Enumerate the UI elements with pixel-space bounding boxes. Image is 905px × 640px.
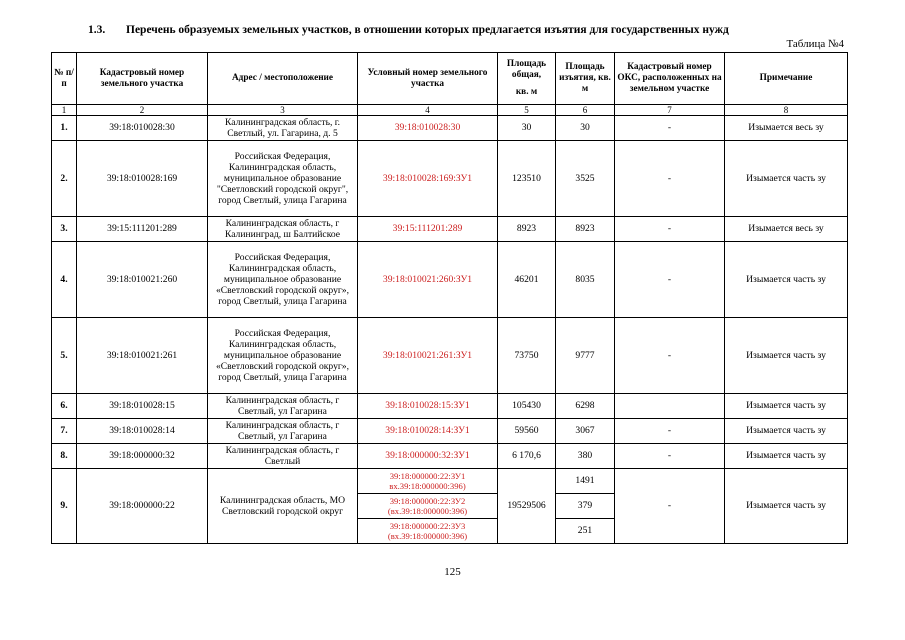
oks-number: -: [615, 444, 725, 469]
oks-number: -: [615, 217, 725, 242]
cadastral-number: 39:18:000000:22: [77, 469, 208, 544]
conditional-number: 39:18:010028:169:ЗУ1: [358, 141, 498, 217]
page-number: 125: [444, 566, 461, 578]
address: Калининградская область, МО Светловский городской округ: [208, 469, 358, 544]
column-number: 6: [556, 105, 615, 116]
conditional-number: 39:18:000000:22:ЗУ2 (вх.39:18:000000:396): [358, 494, 498, 519]
note: Изымается часть зу: [725, 419, 848, 444]
cadastral-number: 39:18:000000:32: [77, 444, 208, 469]
land-plots-table: [51, 52, 848, 544]
row-number: 8.: [52, 444, 77, 469]
header-area-total: [498, 53, 556, 105]
cadastral-number: 39:18:010028:15: [77, 394, 208, 419]
column-number: 3: [208, 105, 358, 116]
address: Российская Федерация, Калининградская область, муниципальное образование «Светловский городской округ», город Светлый, улица Гагарина: [208, 318, 358, 394]
area-seized: 251: [556, 519, 615, 544]
area-seized: 1491: [556, 469, 615, 494]
cadastral-number: 39:18:010028:169: [77, 141, 208, 217]
area-total: 73750: [498, 318, 556, 394]
header-oks: Кадастровый номер ОКС, расположенных на земельном участке: [615, 53, 725, 105]
table-row: [52, 469, 848, 494]
column-number: 4: [358, 105, 498, 116]
area-total: 8923: [498, 217, 556, 242]
conditional-number: 39:18:000000:22:ЗУ3 (вх.39:18:000000:396): [358, 519, 498, 544]
note: Изымается часть зу: [725, 469, 848, 544]
table-row: [52, 116, 848, 141]
header-num: № п/ п: [52, 53, 77, 105]
table-row: [52, 141, 848, 217]
section-title: Перечень образуемых земельных участков, в отношении которых предлагается изъятия для государственных нужд: [126, 24, 729, 36]
address: Калининградская область, г. Светлый, ул. Гагарина, д. 5: [208, 116, 358, 141]
row-number: 3.: [52, 217, 77, 242]
header-conditional: Условный номер земельного участка: [358, 53, 498, 105]
note: Изымается часть зу: [725, 394, 848, 419]
area-seized: 3067: [556, 419, 615, 444]
cadastral-number: 39:18:010028:14: [77, 419, 208, 444]
column-number: 8: [725, 105, 848, 116]
row-number: 9.: [52, 469, 77, 544]
address: Калининградская область, г Светлый, ул Гагарина: [208, 394, 358, 419]
conditional-number: 39:18:000000:32:ЗУ1: [358, 444, 498, 469]
note: Изымается весь зу: [725, 217, 848, 242]
note: Изымается часть зу: [725, 318, 848, 394]
row-number: 2.: [52, 141, 77, 217]
conditional-number: 39:18:010028:30: [358, 116, 498, 141]
conditional-number: 39:18:010021:261:ЗУ1: [358, 318, 498, 394]
row-number: 1.: [52, 116, 77, 141]
area-seized: 9777: [556, 318, 615, 394]
area-total: 46201: [498, 242, 556, 318]
table-row: [52, 444, 848, 469]
oks-number: -: [615, 419, 725, 444]
area-seized: 30: [556, 116, 615, 141]
oks-number: [615, 394, 725, 419]
area-seized: 379: [556, 494, 615, 519]
address: Российская Федерация, Калининградская область, муниципальное образование «Светловский городской округ», город Светлый, улица Гагарина: [208, 242, 358, 318]
address: Калининградская область, г Светлый: [208, 444, 358, 469]
row-number: 4.: [52, 242, 77, 318]
table-row: [52, 394, 848, 419]
column-number: 5: [498, 105, 556, 116]
column-number: 7: [615, 105, 725, 116]
area-total: 123510: [498, 141, 556, 217]
section-number: 1.3.: [88, 24, 106, 36]
row-number: 6.: [52, 394, 77, 419]
area-total: 59560: [498, 419, 556, 444]
header-address: Адрес / местоположение: [208, 53, 358, 105]
header-row: [52, 53, 848, 105]
note: Изымается весь зу: [725, 116, 848, 141]
section-heading: [88, 24, 729, 36]
address: Калининградская область, г Светлый, ул Гагарина: [208, 419, 358, 444]
header-cadastral: Кадастровый номер земельного участка: [77, 53, 208, 105]
cadastral-number: 39:15:111201:289: [77, 217, 208, 242]
header-note: Примечание: [725, 53, 848, 105]
conditional-number: 39:15:111201:289: [358, 217, 498, 242]
column-number: 2: [77, 105, 208, 116]
table-row: [52, 242, 848, 318]
area-seized: 8035: [556, 242, 615, 318]
area-total: 6 170,6: [498, 444, 556, 469]
conditional-number: 39:18:010021:260:ЗУ1: [358, 242, 498, 318]
row-number: 5.: [52, 318, 77, 394]
area-seized: 380: [556, 444, 615, 469]
oks-number: -: [615, 242, 725, 318]
note: Изымается часть зу: [725, 444, 848, 469]
oks-number: -: [615, 469, 725, 544]
oks-number: -: [615, 141, 725, 217]
area-seized: 3525: [556, 141, 615, 217]
oks-number: -: [615, 116, 725, 141]
header-area-total-label: Площадь общая,: [506, 59, 547, 81]
column-number: 1: [52, 105, 77, 116]
header-area-seized: Площадь изъятия, кв. м: [556, 53, 615, 105]
column-numbers-row: [52, 105, 848, 116]
conditional-number: 39:18:010028:15:ЗУ1: [358, 394, 498, 419]
area-seized: 8923: [556, 217, 615, 242]
table-row: [52, 217, 848, 242]
address: Калининградская область, г Калининград, ш Балтийское: [208, 217, 358, 242]
cadastral-number: 39:18:010021:260: [77, 242, 208, 318]
note: Изымается часть зу: [725, 242, 848, 318]
area-total: 19529506: [498, 469, 556, 544]
address: Российская Федерация, Калининградская область, муниципальное образование "Светловский городской округ", город Светлый, улица Гагарина: [208, 141, 358, 217]
conditional-number: 39:18:010028:14:ЗУ1: [358, 419, 498, 444]
area-total: 105430: [498, 394, 556, 419]
note: Изымается часть зу: [725, 141, 848, 217]
row-number: 7.: [52, 419, 77, 444]
area-seized: 6298: [556, 394, 615, 419]
table-label: Таблица №4: [786, 38, 844, 50]
cadastral-number: 39:18:010028:30: [77, 116, 208, 141]
header-area-total-unit: кв. м: [515, 86, 538, 97]
table-row: [52, 318, 848, 394]
table-row: [52, 419, 848, 444]
oks-number: -: [615, 318, 725, 394]
area-total: 30: [498, 116, 556, 141]
conditional-number: 39:18:000000:22:ЗУ1 вх.39:18:000000:396): [358, 469, 498, 494]
cadastral-number: 39:18:010021:261: [77, 318, 208, 394]
